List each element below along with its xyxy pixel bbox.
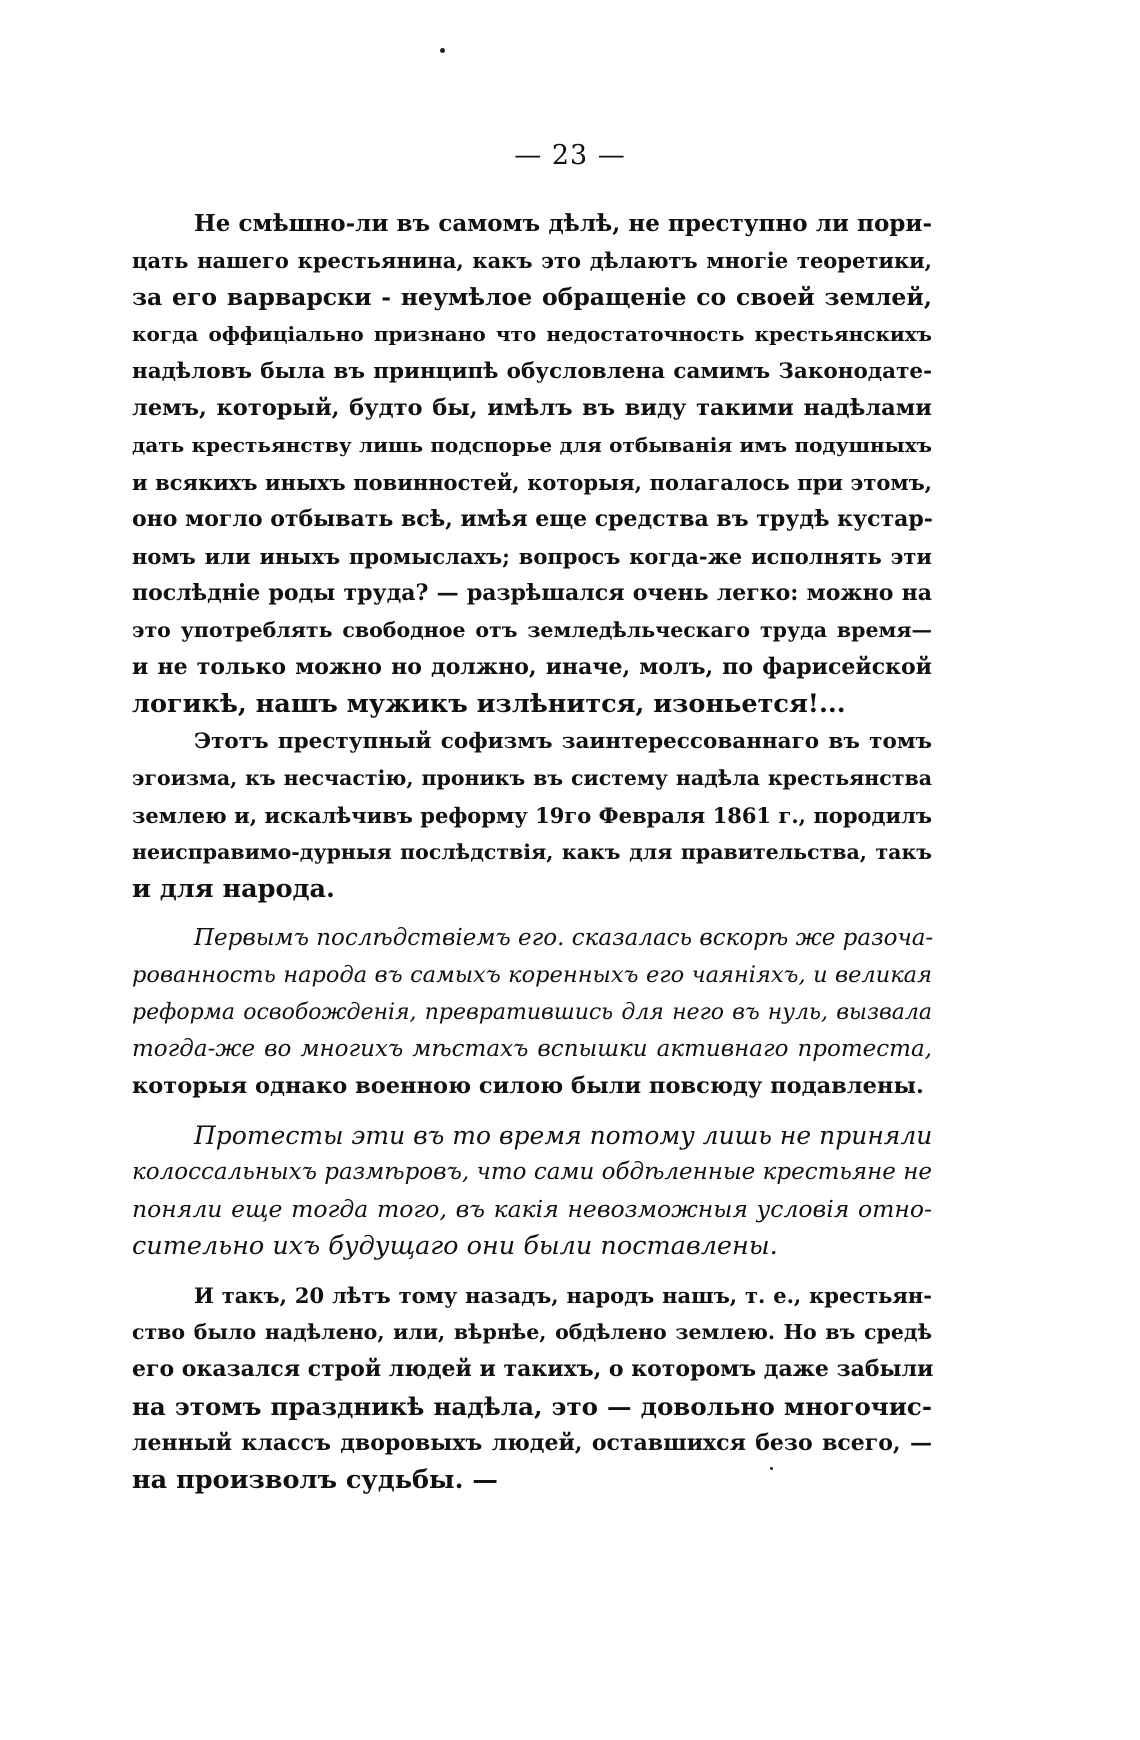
text-line: на этомъ праздникѣ надѣла, это — довольно многочис-	[132, 1392, 932, 1421]
paragraph	[132, 723, 932, 908]
text-line: тогда-же во многихъ мѣстахъ вспышки активнаго протеста,	[132, 1036, 932, 1062]
paragraph	[132, 920, 932, 1105]
text-line: послѣдніе роды труда? — разрѣшался очень легко: можно на	[132, 580, 932, 606]
text-line: за его варварски - неумѣлое обращеніе со своей землей,	[132, 283, 932, 311]
text-line: логикѣ, нашъ мужикъ излѣнится, изоньется!...	[132, 689, 846, 719]
text-line: номъ или иныхъ промыслахъ; вопросъ когда-же исполнять эти	[132, 544, 932, 569]
text-line: это употреблять свободное отъ земледѣльческаго труда время—	[132, 618, 932, 642]
text-line: колоссальныхъ размѣровъ, что сами обдѣленные крестьяне не	[132, 1159, 932, 1185]
text-line: и для народа.	[132, 874, 335, 904]
text-line: поняли еще тогда того, въ какія невозможныя условія отно-	[132, 1195, 932, 1223]
text-line: дать крестьянству лишь подспорье для отбыванія имъ подушныхъ	[132, 433, 932, 457]
text-line: Протесты эти въ то время потому лишь не приняли	[194, 1121, 933, 1150]
text-line: надѣловъ была въ принципѣ обусловлена самимъ Законодате-	[132, 359, 932, 384]
paragraph	[132, 1277, 932, 1499]
paragraph	[132, 205, 932, 723]
text-line: Не смѣшно-ли въ самомъ дѣлѣ, не преступно ли пори-	[194, 210, 932, 237]
text-line: реформа освобожденія, превратившись для него въ нуль, вызвала	[132, 1000, 932, 1025]
text-line: неисправимо-дурныя послѣдствія, какъ для правительства, такъ	[132, 840, 932, 864]
text-line: цать нашего крестьянина, какъ это дѣлаютъ многіе теоретики,	[132, 248, 932, 273]
text-line: Первымъ послѣдствіемъ его. сказалась вскорѣ же разоча-	[194, 925, 934, 951]
text-line: ство было надѣлено, или, вѣрнѣе, обдѣлено землею. Но въ средѣ	[132, 1320, 932, 1344]
paragraph	[132, 1117, 932, 1265]
text-line: и всякихъ иныхъ повинностей, которыя, полагалось при этомъ,	[132, 470, 932, 495]
text-line: сительно ихъ будущаго они были поставлены.	[132, 1231, 778, 1261]
ink-speck	[440, 48, 445, 53]
text-line: ленный классъ дворовыхъ людей, оставшихся безо всего, —	[132, 1430, 932, 1456]
text-line: рованность народа въ самыхъ коренныхъ его чаяніяхъ, и великая	[132, 962, 932, 988]
text-line: на произволъ судьбы. —	[132, 1465, 498, 1495]
text-line: эгоизма, къ несчастію, проникъ въ систему надѣла крестьянства	[132, 766, 932, 790]
text-line: когда оффиціально признано что недостаточность крестьянскихъ	[132, 322, 932, 346]
text-line: оно могло отбывать всѣ, имѣя еще средства въ трудѣ кустар-	[132, 506, 933, 532]
body-text	[132, 205, 932, 1499]
text-line: Этотъ преступный софизмъ заинтерессованнаго въ томъ	[194, 729, 932, 754]
text-line: землею и, искалѣчивъ реформу 19го Февраля 1861 г., породилъ	[132, 803, 932, 828]
text-line: его оказался строй людей и такихъ, о которомъ даже забыли	[132, 1356, 934, 1382]
text-line: которыя однако военною силою были повсюду подавлены.	[132, 1073, 924, 1099]
page-number: — 23 —	[514, 140, 626, 171]
text-line: И такъ, 20 лѣтъ тому назадъ, народъ нашъ, т. е., крестьян-	[194, 1283, 932, 1308]
text-line: лемъ, который, будто бы, имѣлъ въ виду такими надѣлами	[132, 395, 932, 421]
text-line: и не только можно но должно, иначе, молъ, по фарисейской	[132, 654, 932, 680]
